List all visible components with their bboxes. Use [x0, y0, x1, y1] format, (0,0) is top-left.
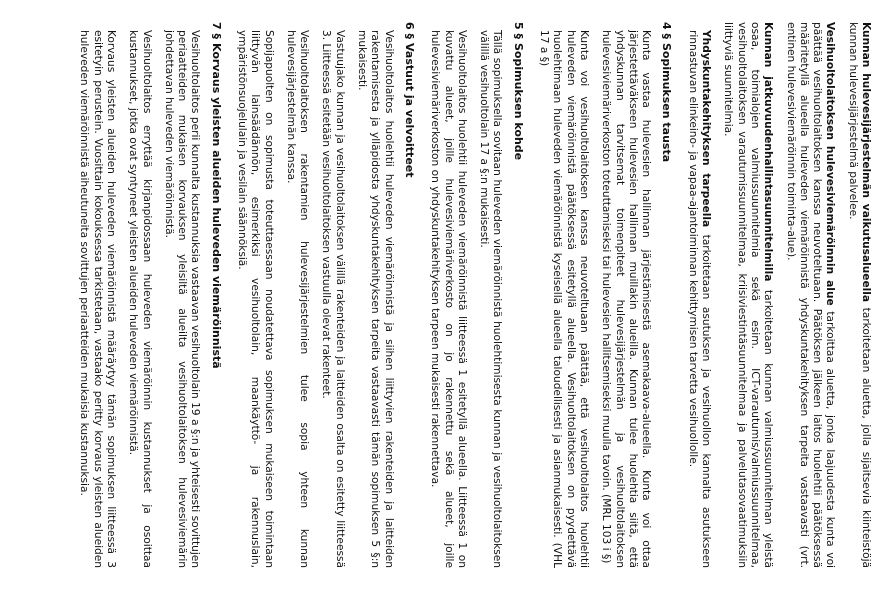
section-paragraph: Vesihuoltolaitos erryttää kirjanpidossaan huleveden viemäröinnin kustannukset ja osoittaa kustannukset, jotka ovat syntyneet yleisten alueiden huleveden viemäröinnistä.	[127, 30, 153, 568]
definition-term: Yhdyskuntakehityksen tarpeella	[700, 30, 713, 228]
definition-text: tarkoitetaan kunnan valmiussuunnitelman yleistä osaa, toimialojen valmiussuunnitelmia sekä esim. ICT-varautumis/valmiussuunnitelmaa, vesihuoltolaitoksen varautumissuunnitelmaa, kriisiviestintäsuunnitelmaa ja palvelutasovaatimuksiin liittyviä suunnitelmia.	[722, 22, 775, 568]
definition-item	[721, 22, 774, 568]
definition-text: tarkoitetaan aluetta, jolla sijaitsevia kiinteistöjä kunnan hulevesijärjestelmä palvelee.	[846, 22, 872, 568]
section-number: 6 §	[402, 22, 416, 39]
section-paragraph: Vastuujako kunnan ja vesihuoltolaitoksen välillä rakenteiden ja laitteiden osalta on esitetty liitteessä 3. Liitteessä esitetään vesihuoltolaitoksen vastuulla olevat rakenteet.	[320, 30, 346, 568]
section-paragraph: Korvaus yleisten alueiden huleveden viemäröinnistä määräytyy tämän sopimuksen liitteessä 3 esitetyin perustein. Vuosittain kokouksessa tarkistetaan, vastaako peritty korvaus yleisten alueiden huleveden viemäröinnistä aiheutuneita sovittujen periaatteiden mukaisia kustannuksia.	[78, 30, 117, 568]
section-title: Korvaus yleisten alueiden huleveden viemäröinnistä	[209, 42, 223, 369]
section-heading	[403, 22, 416, 568]
definition-text: tarkoittaa aluetta, jonka laajuudesta kunta voi päättää vesihuoltolaitoksen kanssa neuvoteltuaan. Päätöksen jälkeen laitos huolehtii päätöksessä määritetyllä alueella huleveden viemäröinnistä yhdyskuntakehityksen tarpeita vastaavasti (vrt. entinen hulevesiviemäröinnin toiminta-alue).	[784, 22, 837, 568]
section-title: Sopimuksen kohde	[511, 42, 525, 161]
section-number: 4 §	[660, 22, 674, 39]
definition-list	[685, 22, 872, 568]
section-paragraph: Sopijapuolten on sopimusta toteuttaessaan noudatettava sopimuksen mukaiseen toimintaan liittyvän lainsäädännön, esimerkiksi vesihuoltolain, maankäyttö- ja rakennuslain, ympäristönsuojelulain ja vesilain säännöksiä.	[236, 30, 275, 568]
section-paragraph: Tällä sopimuksella sovitaan huleveden viemäröinnistä huolehtimisesta kunnan ja vesihuoltolaitoksen välillä vesihuoltolain 17 a §:n mukaisesti.	[478, 30, 504, 568]
section-paragraph: Kunta vastaa hulevesien hallinnan järjestämisestä asemakaava-alueella. Kunta voi ottaa järjestettäväkseen hulevesien hallinnan muillakin alueilla. Kunnan tulee huolehtia siitä, että yhdyskunnan tarvitsemat toimenpiteet hulevesijärjestelmän ja vesihuoltolaitoksen hulevesiviemäriverkoston toteuttamiseksi tai hulevesien hallitsemiseksi muulla tavoin. (MRL 103 i §)	[600, 30, 653, 568]
definition-term: Kunnan hulevesijärjestelmän vaikutusalueella	[860, 22, 872, 303]
section-paragraph: Kunta voi vesihuoltolaitoksen kanssa neuvoteltuaan päättää, että vesihuoltolaitos huolehtii huleveden viemäröinnistä päätöksessä esitetyllä alueella. Vesihuoltolaitoksen on pyydettävä huolehtimaan huleveden viemäröinnistä kyseisellä alueella taloudellisesti ja asianmukaisesti. (VHL 17 a §)	[538, 30, 590, 568]
section-heading	[209, 22, 222, 568]
section-heading	[511, 22, 524, 568]
section-heading	[660, 22, 673, 568]
section-title: Sopimuksen tausta	[660, 42, 674, 163]
section-paragraph: Vesihuoltolaitos huolehtii huleveden viemäröinnistä ja siihen liittyvien rakenteiden ja laitteiden rakentamisesta ja ylläpidosta yhdyskuntakehityksen tarpeita vastaavasti tämän sopimuksen 5 §:n mukaisesti.	[356, 30, 395, 568]
definition-text: tarkoitetaan asutuksen ja vesihuollon kannalta asutukseen rinnastuvan elinkeino- ja vapaa-ajantoiminnan kehittymisen tarvetta vesihuollolle.	[686, 30, 713, 568]
section-paragraph: Vesihuoltolaitos perii kunnalta kustannuksia vastaavan vesihuoltolain 19 a §:n ja yhteisesti sovittujen periaatteiden mukaisen korvauksen yleisiltä alueilta vesihuoltolaitoksen hulevesiviemärin johdettavan huleveden viemäröinnistä.	[162, 30, 202, 568]
definition-term: Kunnan jatkuvuudenhallintasuunnitelmilla	[762, 22, 775, 282]
definition-item	[845, 22, 872, 568]
section-paragraph: Vesihuoltolaitos huolehtii huleveden viemäröinnistä liitteessä 1 esitetyllä alueella. Liitteessä 1 on kuvattu alueet, joille hulevesiviemäriverkosto on jo rakennettu sekä alueet, joille hulevesiviemäriverkoston on yhdyskuntakehityksen tarpeen mukaisesti rakennettava.	[429, 30, 468, 568]
section-title: Vastuut ja velvoitteet	[402, 42, 416, 178]
definition-item	[783, 22, 836, 568]
definition-item	[685, 22, 712, 568]
section-number: 5 §	[511, 22, 525, 39]
definition-term: Vesihuoltolaitoksen hulevesiviemäröinnin alue	[824, 22, 837, 306]
section-paragraph: Vesihuoltolaitoksen rakentamien hulevesijärjestelmien tulee sopia yhteen kunnan hulevesijärjestelmän kanssa.	[284, 30, 311, 568]
section-number: 7 §	[209, 22, 223, 39]
